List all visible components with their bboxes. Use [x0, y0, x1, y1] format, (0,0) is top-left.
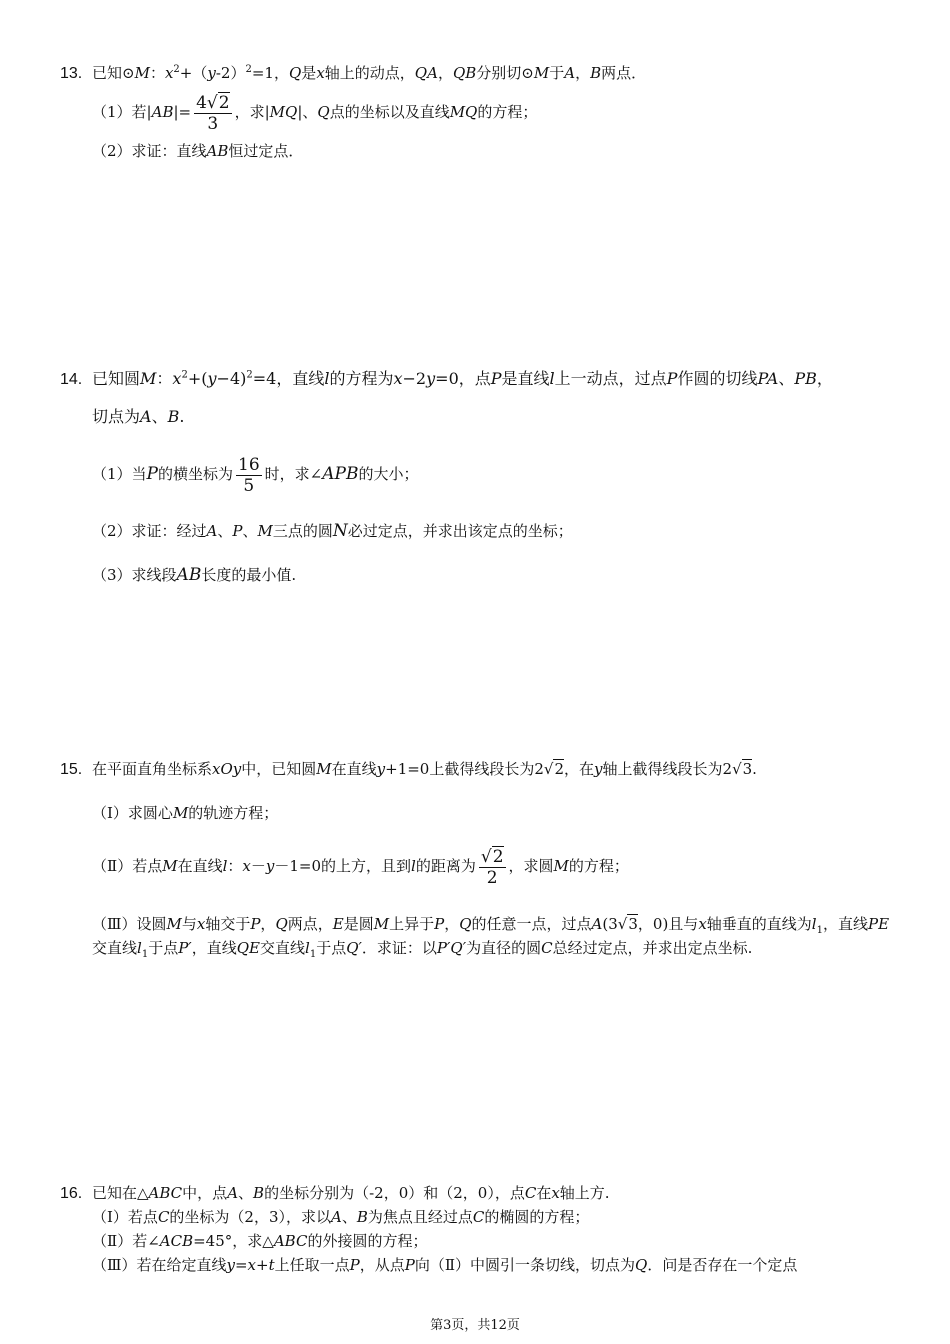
fraction: $\frac{4√2}{3}$ [196, 92, 230, 134]
problem-16-part-2: （Ⅱ）若∠ACB=45°，求△ABC的外接圆的方程； [92, 1232, 428, 1250]
problem-15-stem: 15. 在平面直角坐标系xOy中，已知圆M在直线y+1=0上截得线段长为2√2，在y轴上截得线段长为2√3. [60, 758, 757, 781]
problem-16-stem: 16. 已知在△ABC中，点A、B的坐标分别为（-2，0）和（2，0），点C在x轴上方. [60, 1182, 610, 1205]
page-footer: 第3页，共12页 [430, 1318, 520, 1333]
fraction: $\frac{√2}{2}$ [480, 846, 504, 888]
problem-number: 14. [60, 371, 83, 388]
problem-number: 13. [60, 65, 83, 82]
problem-14-part-1: （1）当P的横坐标为 $\frac{16}{5}$ 时，求∠APB的大小； [92, 454, 419, 496]
problem-15-part-1: （Ⅰ）求圆心M的轨迹方程； [92, 804, 279, 822]
problem-14-part-2: （2）求证：经过A、P、M三点的圆N必过定点，并求出该定点的坐标； [92, 521, 573, 541]
problem-15-part-3: （Ⅲ）设圆M与x轴交于P，Q两点，E是圆M上异于P，Q的任意一点，过点A(3√3，0)且与x轴垂直的直线为$l_1$，直线PE交直线$l_1$于点P′，直线QE交直线$l_1$于点Q′．求证：以P′Q′为直径的圆C总经过定点，并求出定点坐标. [92, 915, 890, 960]
problem-15-part-2: （Ⅱ）若点M在直线l：x－y－1=0的上方，且到l的距离为 $\frac{√2}{2}$ ，求圆M的方程； [92, 846, 629, 888]
fraction: $\frac{16}{5}$ [238, 454, 260, 496]
problem-number: 15. [60, 761, 83, 778]
problem-13-part-2: （2）求证：直线AB恒过定点． [92, 142, 304, 160]
problem-13-stem: 13. 已知⊙M：$x^2+(y-2)^2=1$，Q是x轴上的动点，QA，QB分别切⊙M于A，B两点． [60, 62, 646, 85]
problem-number: 16. [60, 1185, 83, 1202]
problem-14-part-3: （3）求线段AB长度的最小值. [92, 565, 297, 585]
problem-16-part-3: （Ⅲ）若在给定直线y=x+t上任取一点P，从点P向（Ⅱ）中圆引一条切线，切点为Q．问是否存在一个定点 [92, 1256, 798, 1274]
problem-14-stem: 14. 已知圆M：$x^2+(y-4)^2=4$，直线l的方程为x−2y=0，点P是直线l上一动点，过点P作圆的切线PA、PB， [60, 368, 833, 391]
problem-16-part-1: （Ⅰ）若点C的坐标为（2，3），求以A、B为焦点且经过点C的椭圆的方程； [92, 1208, 590, 1226]
problem-13-part-1: （1）若|AB|= $\frac{4√2}{3}$ ，求|MQ|、Q点的坐标以及直线MQ的方程； [92, 92, 538, 134]
problem-14-stem-cont: 切点为A、B. [92, 407, 185, 426]
